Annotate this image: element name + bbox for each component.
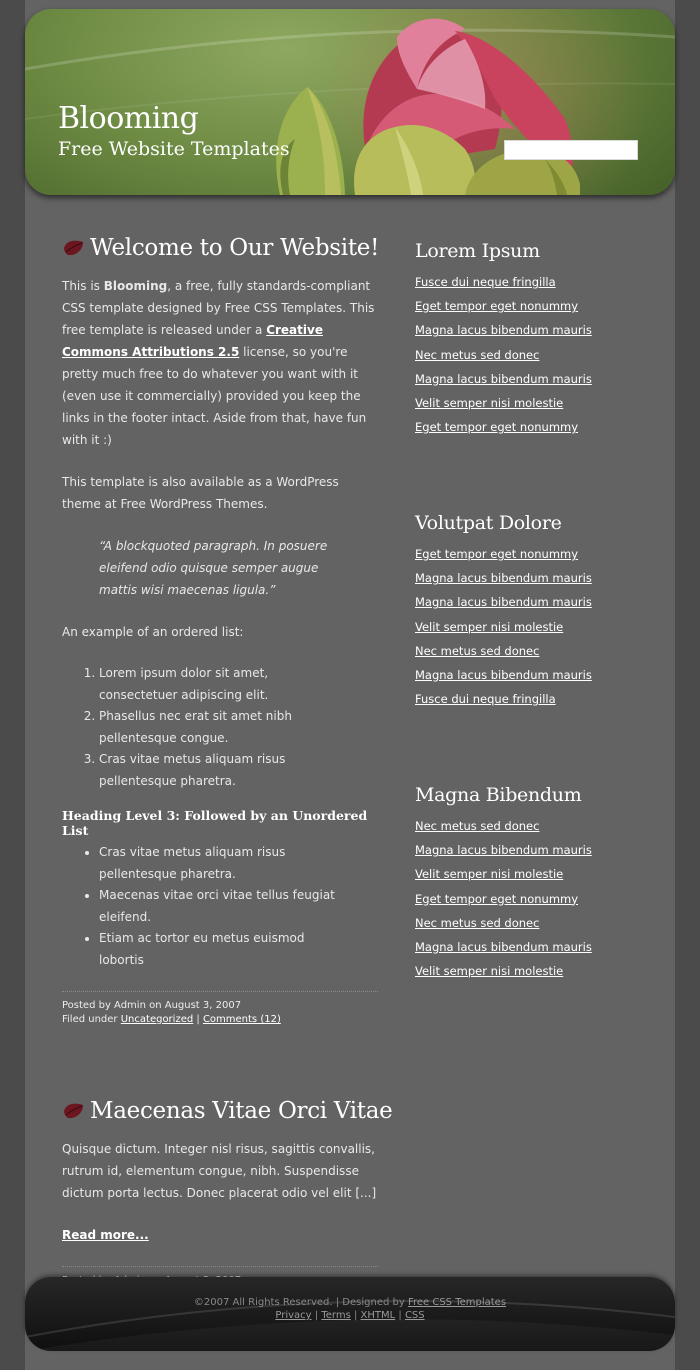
list-item [415,299,635,323]
widget-title: Lorem Ipsum [415,240,540,262]
post-byline: Posted by Admin on August 3, 2007 [62,1000,242,1011]
sidebar-link[interactable]: Eget tempor eget nonummy [415,891,579,906]
intro-text-end: license, so you're pretty much free to do whatever you want with it (even use it commercially) provided you keep the links in the footer intact. Aside from that, have fun with it :) [62,345,367,447]
list-item [415,595,635,619]
list-item [415,571,635,595]
footer [25,1277,675,1351]
list-item [415,275,635,299]
list-item [415,892,635,916]
list-item [415,819,635,843]
sidebar-link[interactable]: Magna lacus bibendum mauris [415,371,592,386]
list-item [415,644,635,668]
blockquote-text: “A blockquoted paragraph. In posuere eleifend odio quisque semper augue mattis wisi maecenas ligula.” [99,539,328,597]
sidebar-link[interactable]: Eget tempor eget nonummy [415,547,579,561]
sidebar-link[interactable]: Fusce dui neque fringilla [415,692,556,707]
intro-text-start: This is [62,279,104,293]
intro-text-middle: , a free, fully standards-compliant CSS template designed by Free CSS Templates. This free template is released under a [62,279,375,337]
site-title[interactable]: Blooming [58,101,199,136]
list-item [415,843,635,867]
filed-under-label: Filed under [62,1014,121,1025]
sidebar-link[interactable]: Magna lacus bibendum mauris [415,595,592,610]
list-item [415,620,635,644]
list-item [415,420,635,444]
post-intro-paragraph [62,275,378,451]
css-link[interactable]: CSS [404,1310,425,1321]
post-title-text: Welcome to Our Website! [90,235,380,261]
meta-separator: | [193,1014,203,1025]
post-meta [62,991,378,1027]
post-excerpt: Quisque dictum. Integer nisl risus, sagittis convallis, rutrum id, elementum congue, nibh. Suspendisse dictum porta lectus. Donec placerat odio vel elit [...] [62,1142,377,1200]
creative-commons-link[interactable]: Creative Commons Attributions 2.5 [62,323,323,359]
terms-link[interactable]: Terms [321,1310,351,1321]
header-banner [25,9,675,195]
ordered-list [62,663,349,792]
sidebar-link[interactable]: Velit semper nisi molestie [415,867,564,882]
blockquote [99,535,349,601]
list-item: • Etiam ac tortor eu metus euismod lobortis [99,928,349,971]
sidebar-link[interactable]: Eget tempor eget nonummy [415,299,579,314]
footer-copyright-line [25,1296,675,1309]
sidebar-link[interactable]: Magna lacus bibendum mauris [415,667,592,682]
sidebar-link[interactable]: Magna lacus bibendum mauris [415,939,592,954]
sidebar-link[interactable]: Magna lacus bibendum mauris [415,843,592,858]
post-title[interactable] [62,235,378,261]
leaf-icon [62,1101,86,1121]
category-link[interactable]: Uncategorized [120,1014,194,1025]
sidebar-link[interactable]: Fusce dui neque fringilla [415,275,556,289]
widget-link-list [415,819,635,988]
sidebar-link[interactable]: Velit semper nisi molestie [415,395,564,410]
wordpress-paragraph: This template is also available as a WordPress theme at Free WordPress Themes. [62,475,339,511]
list-item [415,348,635,372]
list-item [415,964,635,988]
list-item [415,668,635,692]
footer-separator: | [350,1310,361,1321]
widget-title: Magna Bibendum [415,784,582,806]
copyright-text: ©2007 All Rights Reserved. | Designed by [193,1297,408,1308]
list-item [415,396,635,420]
widget-title: Volutpat Dolore [415,512,562,534]
sidebar-link[interactable]: Magna lacus bibendum mauris [415,323,592,338]
site-tagline: Free Website Templates [58,138,290,160]
post [62,235,378,1027]
list-item [415,867,635,891]
post-entry [62,275,378,971]
xhtml-link[interactable]: XHTML [360,1310,396,1321]
sidebar-link[interactable]: Magna lacus bibendum mauris [415,571,592,586]
footer-separator: | [311,1310,322,1321]
comments-link[interactable]: Comments (12) [202,1014,281,1025]
heading-level-3: Heading Level 3: Followed by an Unordered List [62,808,368,838]
post-title-text: Maecenas Vitae Orci Vitae [90,1098,393,1124]
footer-text [25,1296,675,1322]
page-wrapper [25,0,675,1370]
sidebar-link[interactable]: Nec metus sed donec [415,915,540,930]
footer-separator: | [395,1310,405,1321]
widget-link-list [415,275,635,444]
designer-link[interactable]: Free CSS Templates [407,1297,507,1308]
post [62,1098,393,1302]
list-item [415,372,635,396]
list-item [415,916,635,940]
sidebar-link[interactable]: Nec metus sed donec [415,819,540,833]
sidebar [415,240,635,1056]
widget-link-list [415,547,635,716]
privacy-link[interactable]: Privacy [275,1310,312,1321]
footer-links [25,1309,675,1322]
post-title[interactable] [62,1098,393,1124]
list-item: 1. Lorem ipsum dolor sit amet, consectetuer adipiscing elit. [99,663,349,706]
read-more-link[interactable]: Read more... [62,1228,149,1242]
search-input[interactable] [504,140,638,160]
list-item: • Maecenas vitae orci vitae tellus feugiat eleifend. [99,885,349,928]
list-item [415,692,635,716]
list-item [415,547,635,571]
sidebar-link[interactable]: Nec metus sed donec [415,643,540,658]
ordered-list-intro: An example of an ordered list: [62,625,244,639]
post-entry [62,1138,378,1246]
sidebar-link[interactable]: Nec metus sed donec [415,347,540,362]
sidebar-widget-volutpat-dolore [415,512,635,784]
sidebar-link[interactable]: Velit semper nisi molestie [415,964,564,979]
list-item: 2. Phasellus nec erat sit amet nibh pellentesque congue. [99,706,349,749]
sidebar-link[interactable]: Eget tempor eget nonummy [415,420,579,435]
sidebar-link[interactable]: Velit semper nisi molestie [415,619,564,634]
list-item: • Cras vitae metus aliquam risus pellentesque pharetra. [99,842,349,885]
intro-bold-name: Blooming [103,279,168,293]
sidebar-widget-magna-bibendum [415,784,635,1056]
unordered-list [62,842,349,971]
read-more-paragraph [62,1224,378,1246]
list-item [415,323,635,347]
main-content [62,235,393,1302]
sidebar-widget-lorem-ipsum [415,240,635,512]
post-filed-under [62,1013,378,1027]
leaf-icon [62,238,86,258]
list-item: 3. Cras vitae metus aliquam risus pellentesque pharetra. [99,749,349,792]
list-item [415,940,635,964]
